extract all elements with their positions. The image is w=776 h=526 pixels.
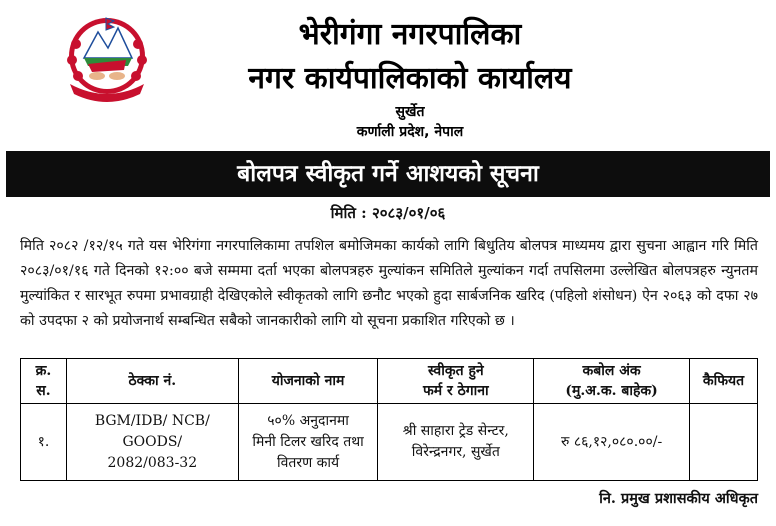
nepal-government-emblem-icon <box>62 14 152 102</box>
notice-date: मिति : २०८३/०१/०६ <box>330 204 446 222</box>
header-project-name: योजनाको नाम <box>238 359 378 404</box>
notice-body: मिति २०८२ /१२/१५ गते यस भेरिगंगा नगरपालिकामा तपशिल बमोजिमका कार्यको लागि बिधुतिय बोलपत्र माध्यमय द्वारा सुचना आह्वान गरि मिति २०८३/०१/१६ गते दिनको १२:०० बजे सम्ममा दर्ता भएका बोलपत्रहरु मुल्यांकन समितिले मुल्यांकन गर्दा तपसिलमा उल्लेखित बोलपत्रहरु न्युनतम मुल्यांकित र सारभूत रुपमा प्रभावग्राही देखिएकोले स्वीकृतको लागि छनौट भएको हुदा सार्बजनिक खरिद (पहिलो शंसोधन) ऐन २०६३ को दफा २७ को उपदफा २ को प्रयोजनार्थ सम्बन्धित सबैको जानकारीको लागि यो सूचना प्रकाशित गरिएको छ । <box>20 238 758 329</box>
district: सुर्खेत <box>395 104 425 120</box>
org-name: भेरीगंगा नगरपालिका <box>298 17 522 52</box>
cell-project-name: ५०% अनुदानमा मिनी टिलर खरिद तथा वितरण कार्य <box>238 404 378 481</box>
cell-remarks <box>690 404 758 481</box>
header-sn: क्र. स. <box>21 359 67 404</box>
cell-sn: १. <box>21 404 67 481</box>
office-name: नगर कार्यपालिकाको कार्यालय <box>248 61 572 96</box>
header-remarks: कैफियत <box>690 359 758 404</box>
header-contract-no: ठेक्का नं. <box>66 359 238 404</box>
cell-contract-no: BGM/IDB/ NCB/ GOODS/ 2082/083-32 <box>66 404 238 481</box>
signature: नि. प्रमुख प्रशासकीय अधिकृत <box>599 490 758 507</box>
header-bid-amount: कबोल अंक (मु.अ.क. बाहेक) <box>534 359 690 404</box>
cell-firm: श्री साहारा ट्रेड सेन्टर, विरेन्द्रनगर, सुर्खेत <box>378 404 534 481</box>
table-header-row <box>21 359 758 404</box>
province: कर्णाली प्रदेश, नेपाल <box>356 124 464 140</box>
notice-title: बोलपत्र स्वीकृत गर्ने आशयको सूचना <box>6 151 770 197</box>
cell-bid-amount: रु ८६,१२,०८०.००/- <box>534 404 690 481</box>
table-row <box>21 404 758 481</box>
bid-table <box>20 358 758 481</box>
header-firm: स्वीकृत हुने फर्म र ठेगाना <box>378 359 534 404</box>
